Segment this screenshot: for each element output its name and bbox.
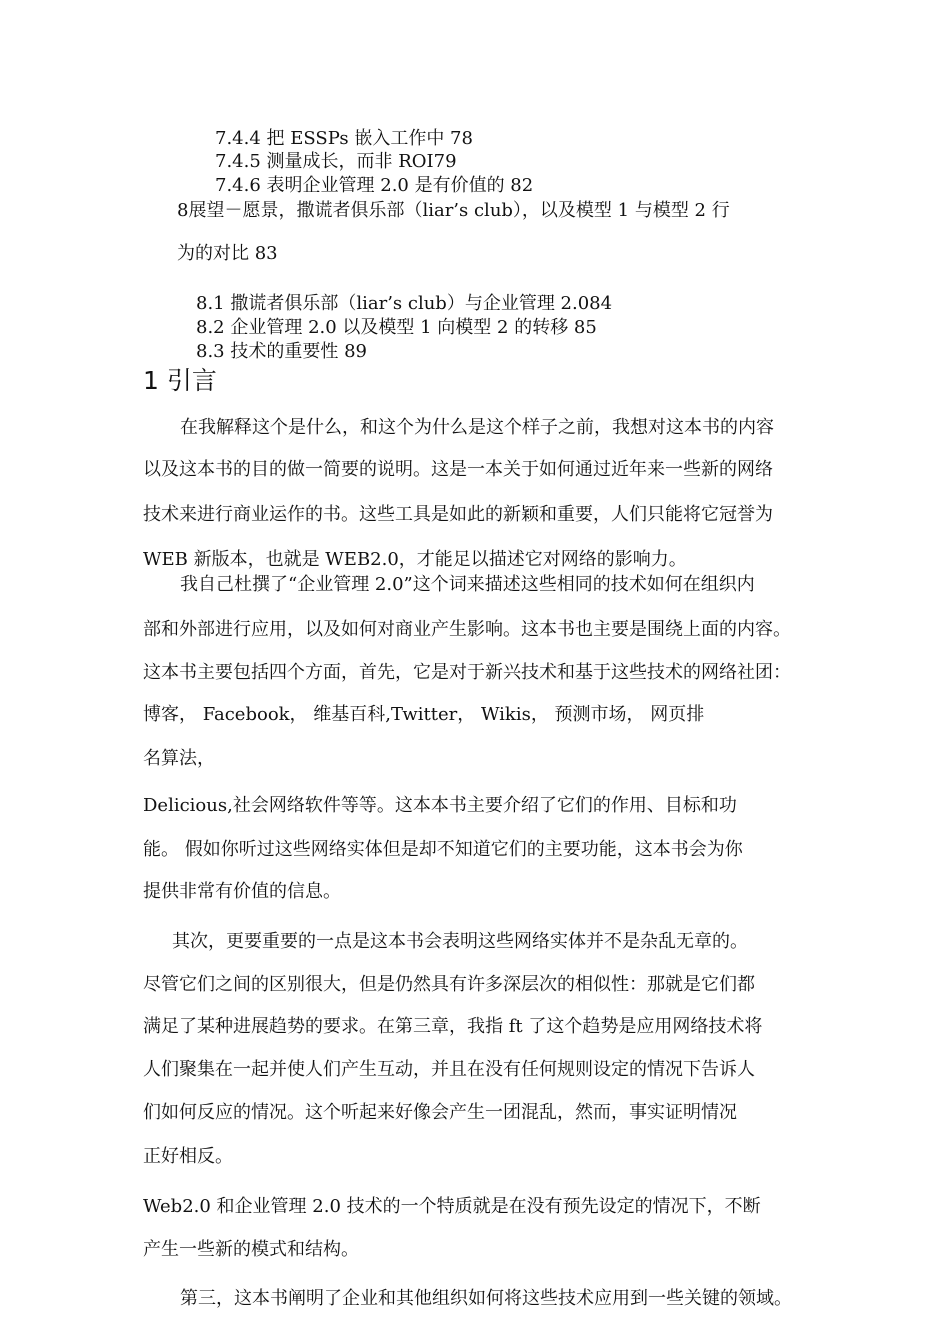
body-line: 名算法，	[143, 748, 215, 769]
body-line: 人们聚集在一起并使人们产生互动，并且在没有任何规则设定的情况下告诉人	[143, 1059, 755, 1080]
toc-item-8-continued[interactable]: 为的对比 83	[177, 243, 278, 264]
toc-item-8[interactable]: 8展望－愿景，撒谎者俱乐部（liar’s club），以及模型 1 与模型 2 行	[177, 200, 730, 221]
body-line: 其次，更要重要的一点是这本书会表明这些网络实体并不是杂乱无章的。	[172, 931, 748, 952]
body-line: Delicious,社会网络软件等等。这本本书主要介绍了它们的作用、目标和功	[143, 795, 737, 816]
body-line: 我自己杜撰了“企业管理 2.0”这个词来描述这些相同的技术如何在组织内	[180, 574, 755, 595]
toc-item-8-1[interactable]: 8.1 撒谎者俱乐部（liar’s club）与企业管理 2.084	[196, 293, 613, 314]
chapter-title: 1 引言	[143, 366, 217, 395]
body-line: Web2.0 和企业管理 2.0 技术的一个特质就是在没有预先设定的情况下，不断	[143, 1196, 761, 1217]
body-line: WEB 新版本，也就是 WEB2.0，才能足以描述它对网络的影响力。	[143, 549, 687, 570]
body-line: 尽管它们之间的区别很大，但是仍然具有许多深层次的相似性：那就是它们都	[143, 974, 755, 995]
body-line: 提供非常有价值的信息。	[143, 881, 341, 902]
toc-item-8-2[interactable]: 8.2 企业管理 2.0 以及模型 1 向模型 2 的转移 85	[196, 317, 597, 338]
body-line: 博客， Facebook， 维基百科,Twitter， Wikis， 预测市场， 网页排	[143, 704, 705, 725]
toc-item-8-3[interactable]: 8.3 技术的重要性 89	[196, 341, 367, 362]
body-line: 正好相反。	[143, 1146, 233, 1167]
toc-item-7-4-6[interactable]: 7.4.6 表明企业管理 2.0 是有价值的 82	[215, 175, 534, 196]
body-line: 技术来进行商业运作的书。这些工具是如此的新颖和重要，人们只能将它冠誉为	[143, 504, 773, 525]
body-line: 以及这本书的目的做一简要的说明。这是一本关于如何通过近年来一些新的网络	[143, 459, 773, 480]
body-line: 满足了某种进展趋势的要求。在第三章，我指 ft 了这个趋势是应用网络技术将	[143, 1016, 763, 1037]
body-line: 在我解释这个是什么，和这个为什么是这个样子之前，我想对这本书的内容	[180, 417, 774, 438]
toc-item-7-4-5[interactable]: 7.4.5 测量成长，而非 ROI79	[215, 151, 457, 172]
body-line: 第三，这本书阐明了企业和其他组织如何将这些技术应用到一些关键的领域。	[180, 1288, 792, 1309]
toc-item-7-4-4[interactable]: 7.4.4 把 ESSPs 嵌入工作中 78	[215, 128, 473, 149]
body-line: 部和外部进行应用，以及如何对商业产生影响。这本书也主要是围绕上面的内容。	[143, 619, 791, 640]
body-line: 产生一些新的模式和结构。	[143, 1239, 359, 1260]
body-line: 这本书主要包括四个方面，首先，它是对于新兴技术和基于这些技术的网络社团：	[143, 662, 791, 683]
body-line: 们如何反应的情况。这个听起来好像会产生一团混乱，然而，事实证明情况	[143, 1102, 737, 1123]
body-line: 能。 假如你听过这些网络实体但是却不知道它们的主要功能，这本书会为你	[143, 839, 743, 860]
